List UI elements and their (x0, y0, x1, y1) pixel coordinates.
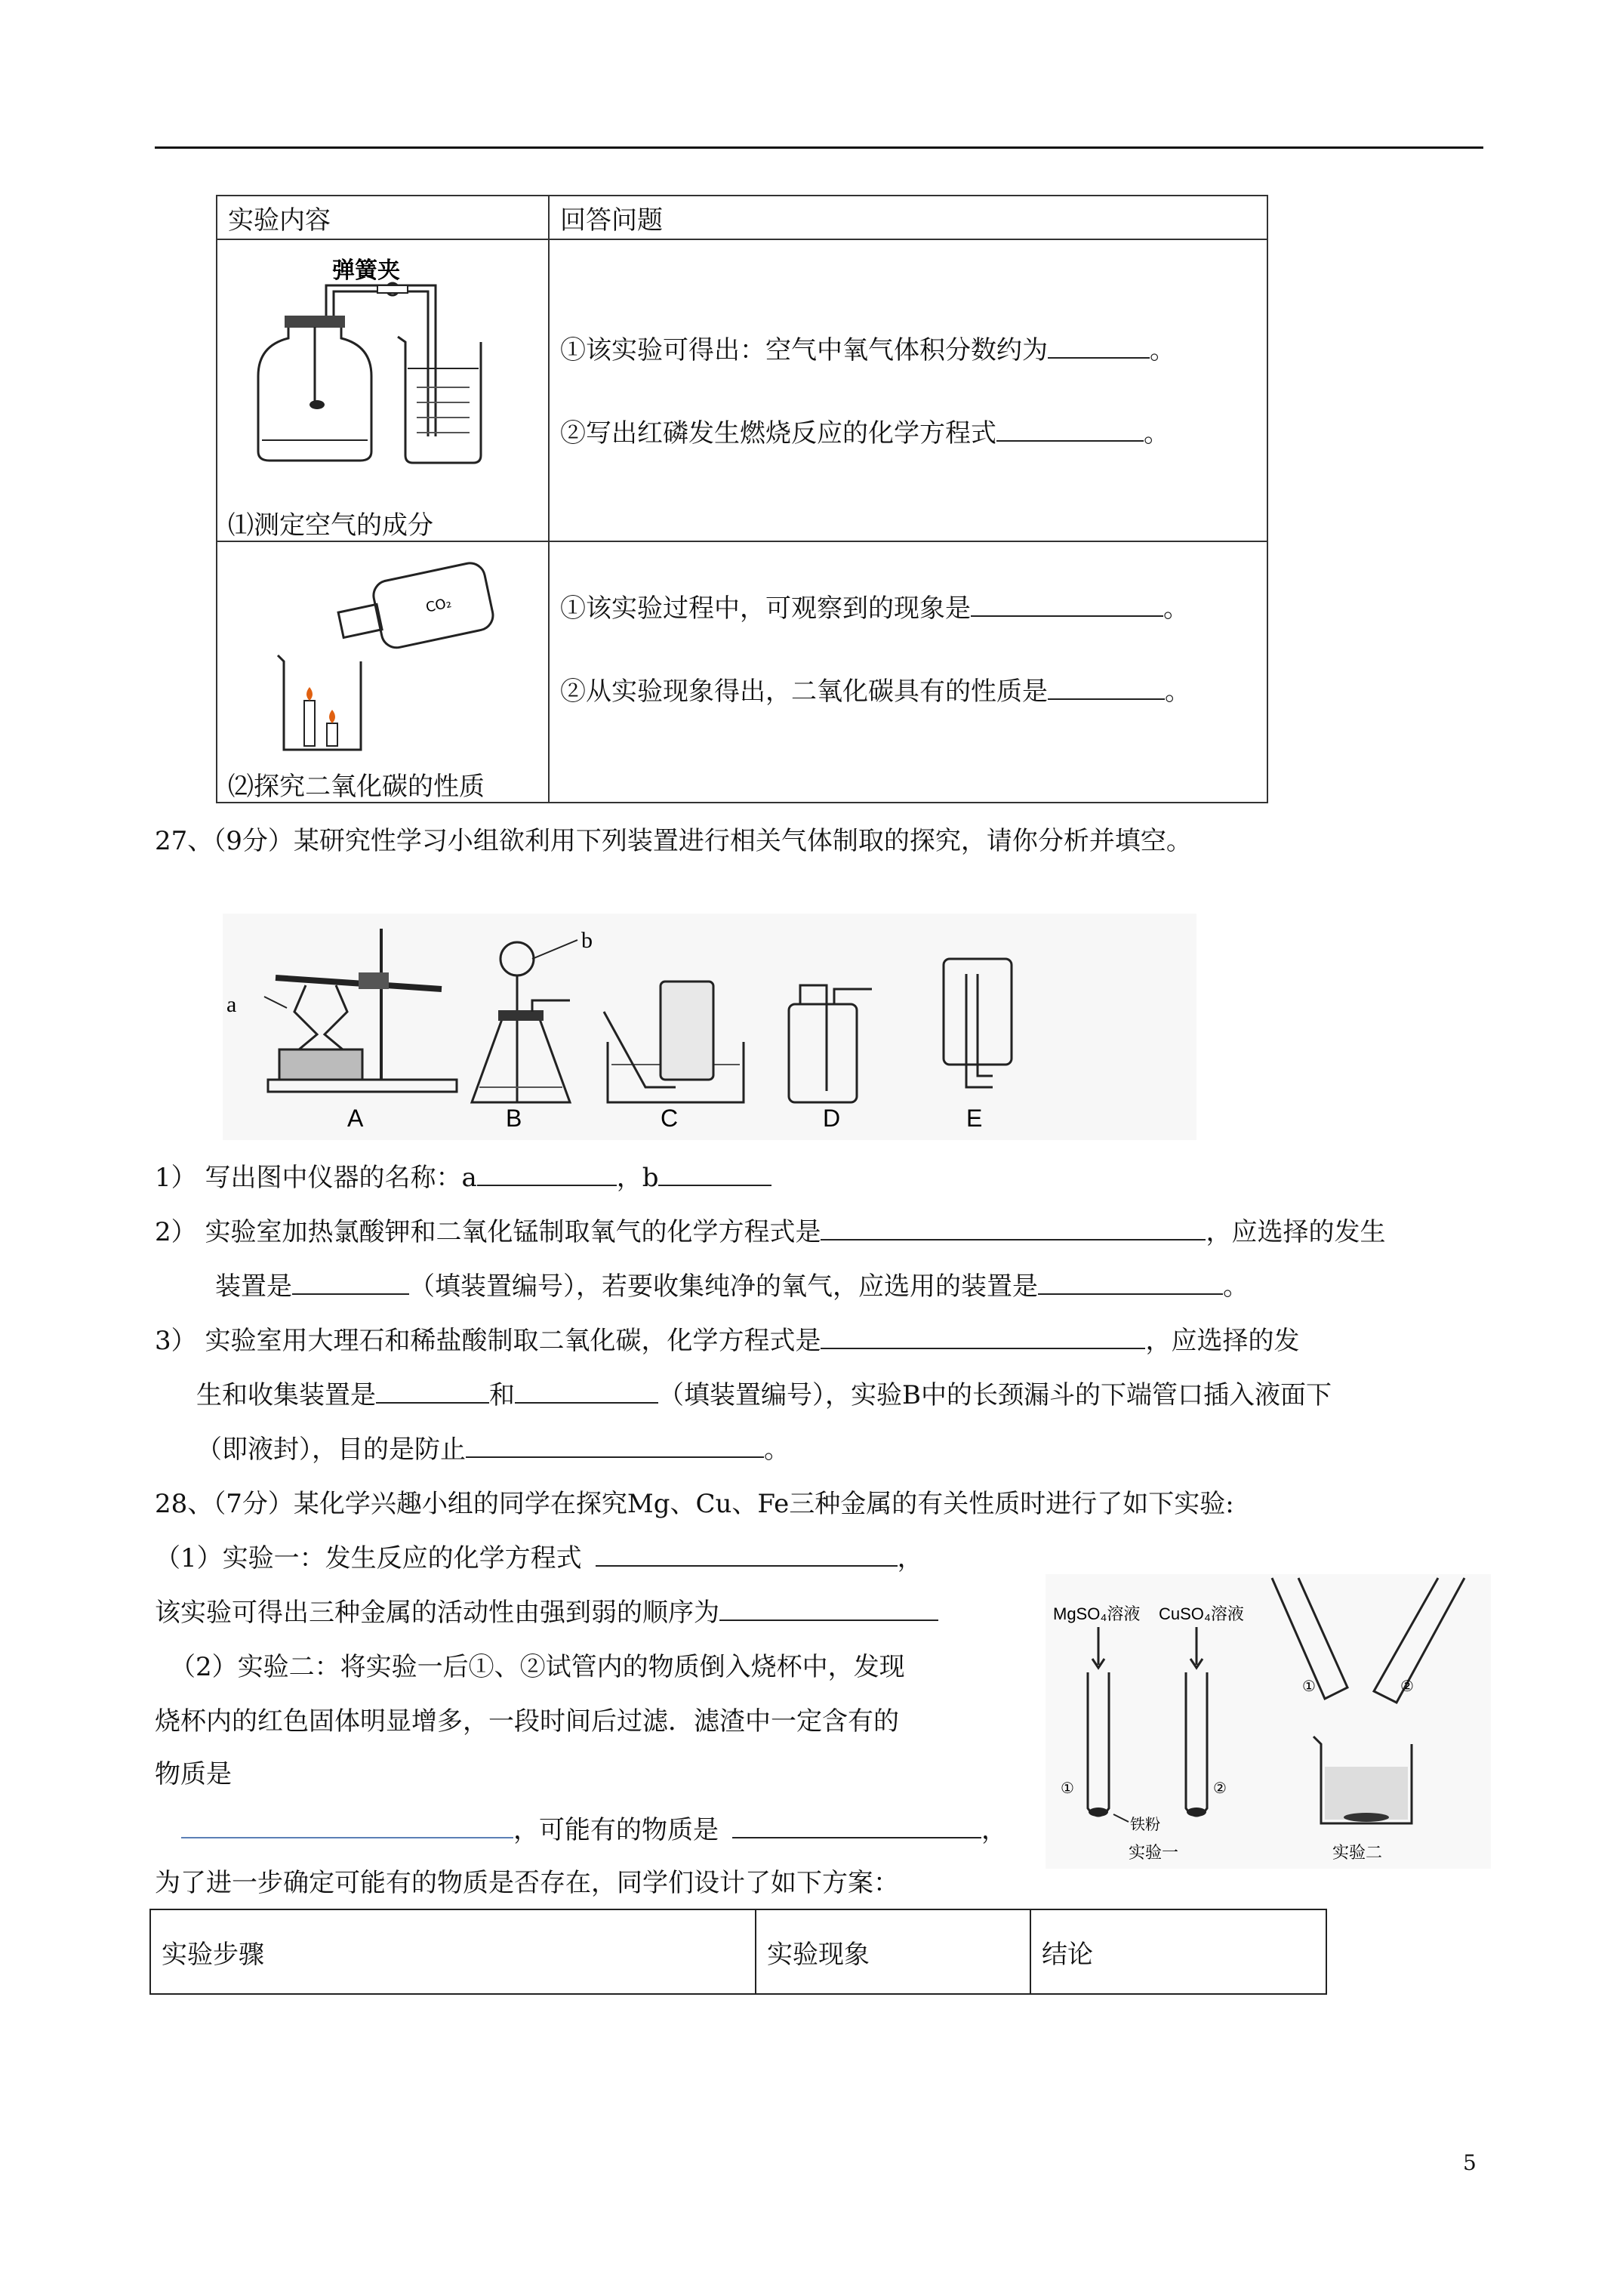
question-air-2: ②写出红磷发生燃烧反应的化学方程式 。 (560, 418, 1169, 448)
answer-blank[interactable] (1038, 1271, 1223, 1295)
answer-blank[interactable] (996, 418, 1144, 442)
q27-line3c: （即液封），目的是防止 。 (196, 1435, 790, 1465)
caption-co2: ⑵探究二氧化碳的性质 (228, 772, 485, 802)
q28-s2b: 烧杯内的红色固体明显增多，一段时间后过滤．滤渣中一定含有的 (155, 1706, 899, 1737)
figure-cell-co2 (217, 541, 549, 803)
answer-blank[interactable] (719, 1597, 938, 1621)
questions-cell-co2 (549, 541, 1267, 803)
answer-blank[interactable] (477, 1162, 617, 1186)
q27-line3: 3） 实验室用大理石和稀盐酸制取二氧化碳，化学方程式是 ，应选择的发 (155, 1326, 1300, 1356)
answer-blank[interactable] (971, 593, 1163, 617)
q28-s2a: （2）实验二：将实验一后①、②试管内的物质倒入烧杯中，发现 (170, 1652, 905, 1682)
tilt-tube2-label: ② (1400, 1677, 1414, 1695)
answer-blank[interactable] (732, 1814, 981, 1838)
q27-line2b: 装置是 （填装置编号），若要收集纯净的氧气，应选用的装置是 。 (215, 1271, 1249, 1302)
tube2-label: ② (1213, 1779, 1227, 1797)
questions-cell-air (549, 239, 1267, 541)
cuso4-label: CuSO₄溶液 (1159, 1604, 1244, 1623)
answer-blank[interactable] (466, 1434, 764, 1458)
q28-s1: （1）实验一：发生反应的化学方程式 ， (155, 1543, 923, 1573)
apparatus-label-e: E (966, 1105, 983, 1132)
exp1-label: 实验一 (1129, 1843, 1179, 1862)
table-header-questions: 回答问题 (549, 196, 1267, 239)
table-header-content: 实验内容 (217, 196, 549, 239)
answer-blank[interactable] (1048, 334, 1150, 359)
q28-s2d: ，可能有的物质是 ， (181, 1812, 1007, 1848)
apparatus-label-c: C (661, 1105, 679, 1132)
answer-blank[interactable] (292, 1271, 409, 1295)
figure-label-air: 弹簧夹 (332, 257, 400, 284)
experiment-table (216, 195, 1268, 803)
answer-blank[interactable] (658, 1162, 771, 1186)
label-b-instrument: b (581, 928, 593, 953)
gas-apparatus-figure (223, 914, 1196, 1140)
answer-blank[interactable] (596, 1542, 898, 1567)
apparatus-label-b: B (506, 1105, 522, 1132)
figure-cell-air (217, 239, 549, 541)
co2-label: CO₂ (424, 595, 453, 616)
question-co2-1: ①该实验过程中，可观察到的现象是 。 (560, 593, 1189, 624)
plan-header-steps: 实验步骤 (150, 1909, 756, 1994)
q27-title: 27、（9分）某研究性学习小组欲利用下列装置进行相关气体制取的探究，请你分析并填空。 (155, 826, 1192, 856)
q28-title: 28、（7分）某化学兴趣小组的同学在探究Mg、Cu、Fe三种金属的有关性质时进行了如下实验: (155, 1489, 1234, 1519)
co2-property-apparatus (263, 557, 512, 761)
question-air-1: ①该实验可得出：空气中氧气体积分数约为 。 (560, 335, 1175, 365)
label-a-instrument: a (226, 992, 237, 1017)
q27-line2: 2） 实验室加热氯酸钾和二氧化锰制取氧气的化学方程式是 ，应选择的发生 (155, 1217, 1386, 1247)
answer-blank[interactable] (821, 1325, 1145, 1349)
apparatus-label-a: A (347, 1105, 364, 1132)
tilt-tube1-label: ① (1302, 1677, 1316, 1695)
tube1-label: ① (1061, 1779, 1074, 1797)
air-composition-apparatus (228, 248, 537, 497)
answer-blank[interactable] (181, 1814, 513, 1838)
header-rule (155, 146, 1483, 149)
page-number: 5 (1463, 2150, 1477, 2175)
plan-header-phenomena: 实验现象 (756, 1909, 1030, 1994)
q28-s2c: 物质是 (155, 1759, 232, 1789)
q27-line1: 1） 写出图中仪器的名称：a ，b (155, 1160, 771, 1196)
answer-blank[interactable] (821, 1216, 1206, 1240)
metal-experiment-figure (1046, 1574, 1491, 1869)
q28-s1b: 该实验可得出三种金属的活动性由强到弱的顺序为 (155, 1595, 938, 1631)
caption-air: ⑴测定空气的成分 (228, 510, 433, 541)
plan-table (149, 1909, 1327, 1995)
q27-line3b: 生和收集装置是 和 （填装置编号），实验B中的长颈漏斗的下端管口插入液面下 (196, 1380, 1332, 1410)
exp2-label: 实验二 (1332, 1843, 1383, 1862)
answer-blank[interactable] (1048, 676, 1165, 700)
answer-blank[interactable] (515, 1379, 658, 1404)
question-co2-2: ②从实验现象得出，二氧化碳具有的性质是 。 (560, 676, 1190, 707)
answer-blank[interactable] (376, 1379, 489, 1404)
iron-powder-label: 铁粉 (1130, 1817, 1160, 1833)
plan-header-conclusion: 结论 (1030, 1909, 1326, 1994)
q28-s2e: 为了进一步确定可能有的物质是否存在，同学们设计了如下方案： (155, 1868, 899, 1898)
apparatus-label-d: D (823, 1105, 841, 1132)
mgso4-label: MgSO₄溶液 (1053, 1604, 1141, 1623)
